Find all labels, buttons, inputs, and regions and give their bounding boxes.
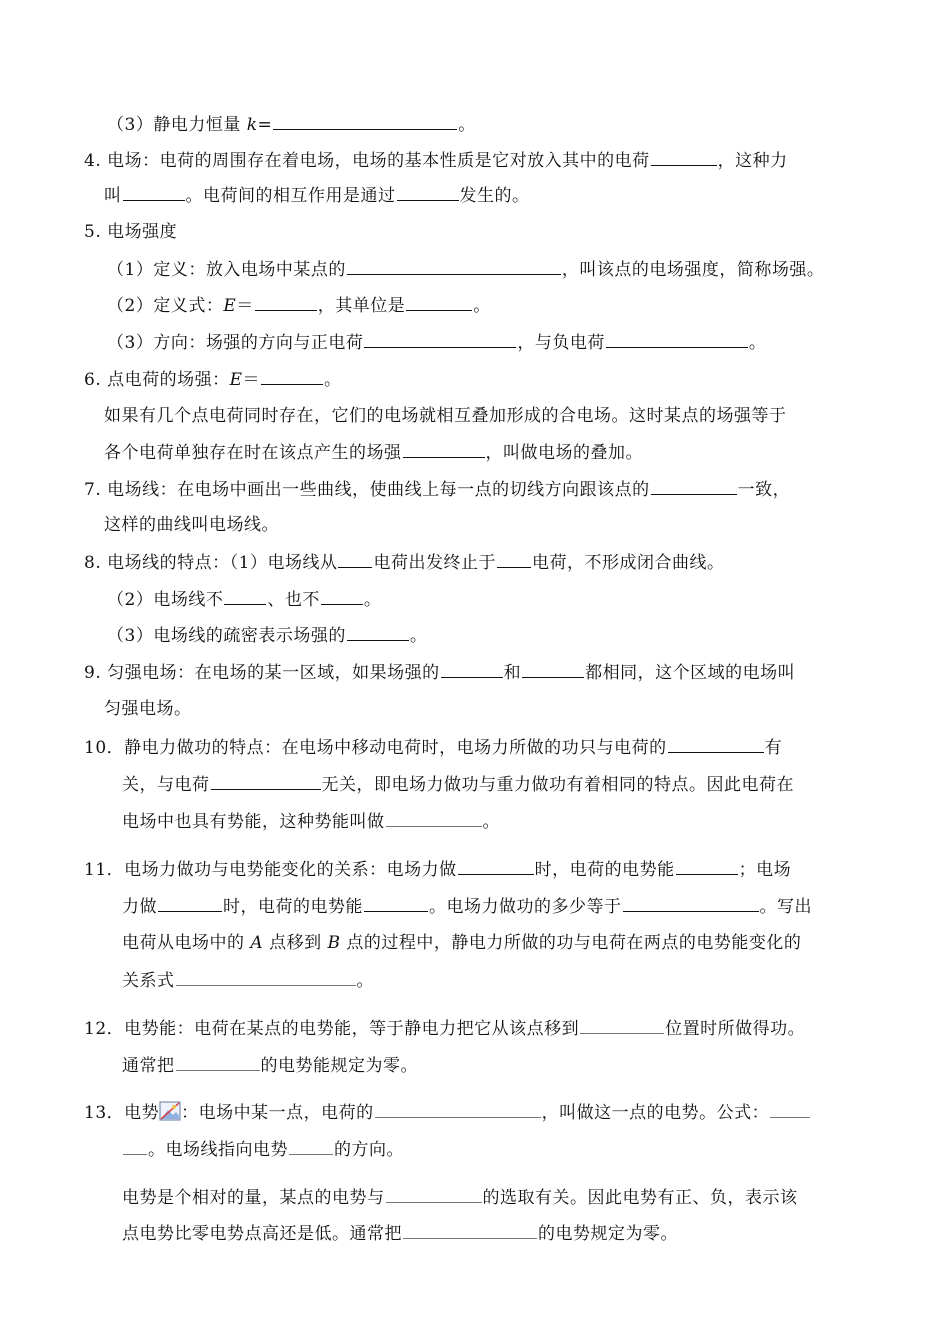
- item-4-line2: [104, 183, 530, 208]
- blank[interactable]: [273, 112, 457, 130]
- text: （3）方向：场强的方向与正电荷: [107, 333, 364, 353]
- blank[interactable]: [123, 183, 185, 201]
- blank[interactable]: [406, 293, 472, 311]
- text: 。电荷间的相互作用是通过: [185, 186, 396, 206]
- text: 10．静电力做功的特点：在电场中移动电荷时，电场力所做的功只与电荷的: [84, 738, 667, 758]
- text: （1）定义：放入电场中某点的: [107, 260, 346, 280]
- blank[interactable]: [375, 1100, 541, 1118]
- item-5-definition: [107, 257, 824, 282]
- text: 的电势能规定为零。: [260, 1056, 418, 1076]
- blank[interactable]: [211, 772, 321, 790]
- blank[interactable]: [606, 330, 748, 348]
- blank[interactable]: [347, 257, 561, 275]
- text: 发生的。: [459, 186, 530, 206]
- var-A: A: [250, 933, 264, 953]
- item-11-line1: [84, 857, 791, 882]
- text: 点的过程中，静电力所做的功与电荷在两点的电势能变化的: [340, 933, 802, 953]
- text: 各个电荷单独存在时在该点产生的场强: [104, 443, 402, 463]
- text: ，这种力: [717, 151, 788, 171]
- text: 。: [363, 590, 382, 610]
- item-12-line2: [122, 1053, 418, 1078]
- text: 。电场力做功的多少等于: [429, 897, 622, 917]
- blank[interactable]: [676, 857, 738, 875]
- var-B: B: [327, 933, 341, 953]
- text: ；电场: [738, 860, 792, 880]
- item-8-line1: [84, 550, 724, 575]
- text: 这样的曲线叫电场线。: [104, 515, 279, 535]
- broken-image-icon: [159, 1101, 181, 1121]
- text: 电荷，不形成闭合曲线。: [531, 553, 725, 573]
- text: 电势是个相对的量，某点的电势与: [122, 1188, 385, 1208]
- text: 。: [473, 296, 491, 316]
- item-9-line2: [104, 697, 192, 721]
- text: 位置时所做得功。: [665, 1019, 806, 1039]
- text: 关系式: [122, 971, 175, 991]
- blank[interactable]: [441, 660, 503, 678]
- text: 如果有几个点电荷同时存在，它们的电场就相互叠加形成的合电场。这时某点的场强等于: [104, 406, 787, 426]
- text: 13．电势: [84, 1103, 160, 1123]
- text: 的电势规定为零。: [538, 1224, 678, 1244]
- blank[interactable]: [397, 183, 459, 201]
- blank[interactable]: [364, 330, 516, 348]
- text: 通常把: [122, 1056, 175, 1076]
- text: 点电势比零电势点高还是低。通常把: [122, 1224, 402, 1244]
- blank[interactable]: [158, 894, 222, 912]
- item-11-line4: [122, 968, 374, 993]
- item-7-line2: [104, 513, 279, 537]
- text: 的方向。: [334, 1140, 404, 1160]
- blank[interactable]: [289, 1137, 333, 1155]
- blank[interactable]: [176, 968, 356, 986]
- text: 。: [324, 370, 342, 390]
- item-12-line1: [84, 1016, 805, 1041]
- text: 12．电势能：电荷在某点的电势能，等于静电力把它从该点移到: [84, 1019, 580, 1039]
- item-6-line3: [104, 440, 643, 465]
- blank[interactable]: [364, 894, 428, 912]
- blank[interactable]: [386, 1185, 482, 1203]
- item-6-line2: [104, 404, 787, 428]
- item-9-line1: [84, 660, 795, 685]
- item-6-line1: [84, 367, 342, 392]
- text: 无关，即电场力做功与重力做功有着相同的特点。因此电荷在: [321, 775, 794, 795]
- text: （2）电场线不: [107, 590, 224, 610]
- blank[interactable]: [497, 550, 531, 568]
- text: ，与负电荷: [517, 333, 605, 353]
- text: 点移到: [263, 933, 328, 953]
- blank[interactable]: [347, 623, 409, 641]
- text: 9. 匀强电场：在电场的某一区域，如果场强的: [84, 663, 440, 683]
- text: 。: [409, 626, 428, 646]
- item-5-heading: [84, 220, 177, 244]
- blank[interactable]: [668, 735, 764, 753]
- var-k: k: [246, 115, 258, 135]
- text: ，其单位是: [317, 296, 406, 316]
- item-10-line3: [122, 809, 500, 834]
- text: 叫: [104, 186, 122, 206]
- item-10-line1: [84, 735, 782, 760]
- blank[interactable]: [176, 1053, 260, 1071]
- item-13-line4: [122, 1221, 678, 1246]
- blank[interactable]: [255, 293, 317, 311]
- text: 。: [458, 115, 476, 135]
- blank[interactable]: [123, 1137, 147, 1155]
- blank[interactable]: [338, 550, 372, 568]
- text: ＝: [242, 370, 261, 390]
- text: 11．电场力做功与电势能变化的关系：电场力做: [84, 860, 457, 880]
- item-5-formula: [107, 293, 491, 318]
- item-13-line3: [122, 1185, 798, 1210]
- text: 一致，: [737, 480, 791, 500]
- text: 。: [748, 333, 767, 353]
- text: （2）定义式：: [107, 296, 224, 316]
- blank[interactable]: [261, 367, 323, 385]
- blank[interactable]: [386, 809, 482, 827]
- item-8-line3: [107, 623, 427, 648]
- blank[interactable]: [623, 894, 759, 912]
- text: （3）电场线的疏密表示场强的: [107, 626, 346, 646]
- blank[interactable]: [651, 148, 717, 166]
- item-5-direction: [107, 330, 766, 355]
- text: 。: [356, 971, 374, 991]
- item-13-line1: [84, 1100, 811, 1125]
- item-10-line2: [122, 772, 794, 797]
- item-11-line2: [122, 894, 812, 919]
- text: 、也不: [267, 590, 320, 610]
- text: 时，电荷的电势能: [223, 897, 363, 917]
- text: 力做: [122, 897, 157, 917]
- blank[interactable]: [458, 857, 534, 875]
- text: =: [257, 115, 273, 135]
- blank[interactable]: [321, 587, 363, 605]
- text: 有: [764, 738, 783, 758]
- text: 电场中也具有势能，这种势能叫做: [122, 812, 385, 832]
- line-k-constant: [107, 112, 476, 137]
- item-8-line2: [107, 587, 381, 612]
- text: 电荷从电场中的: [122, 933, 251, 953]
- text: 。电场线指向电势: [148, 1140, 288, 1160]
- text: ：电场中某一点，电荷的: [181, 1103, 374, 1123]
- text: 5. 电场强度: [84, 222, 178, 242]
- var-E: E: [229, 370, 243, 390]
- text: （3）静电力恒量: [107, 115, 247, 135]
- text: 6. 点电荷的场强：: [84, 370, 230, 390]
- blank[interactable]: [403, 440, 485, 458]
- text: 7. 电场线：在电场中画出一些曲线，使曲线上每一点的切线方向跟该点的: [84, 480, 650, 500]
- var-E: E: [223, 296, 237, 316]
- text: 都相同，这个区域的电场叫: [585, 663, 796, 683]
- blank[interactable]: [770, 1100, 810, 1118]
- text: 关，与电荷: [122, 775, 210, 795]
- blank[interactable]: [403, 1221, 537, 1239]
- item-13-line2: [122, 1137, 404, 1162]
- text: 。写出: [759, 897, 812, 917]
- text: 4. 电场：电荷的周围存在着电场，电场的基本性质是它对放入其中的电荷: [84, 151, 650, 171]
- text: ＝: [236, 296, 254, 316]
- blank[interactable]: [224, 587, 266, 605]
- text: 和: [503, 663, 522, 683]
- item-7-line1: [84, 477, 790, 502]
- text: ，叫该点的电场强度，简称场强。: [561, 260, 825, 280]
- text: 8. 电场线的特点：（1）电场线从: [84, 553, 338, 573]
- blank[interactable]: [522, 660, 584, 678]
- text: ，叫做这一点的电势。公式：: [541, 1103, 770, 1123]
- text: 的选取有关。因此电势有正、负，表示该: [482, 1188, 798, 1208]
- text: ，叫做电场的叠加。: [485, 443, 643, 463]
- item-4-line1: [84, 148, 788, 173]
- item-11-line3: [122, 931, 801, 955]
- blank[interactable]: [651, 477, 737, 495]
- text: 时，电荷的电势能: [534, 860, 675, 880]
- text: 匀强电场。: [104, 699, 192, 719]
- text: 。: [482, 812, 500, 832]
- blank[interactable]: [580, 1016, 664, 1034]
- text: 电荷出发终止于: [373, 553, 496, 573]
